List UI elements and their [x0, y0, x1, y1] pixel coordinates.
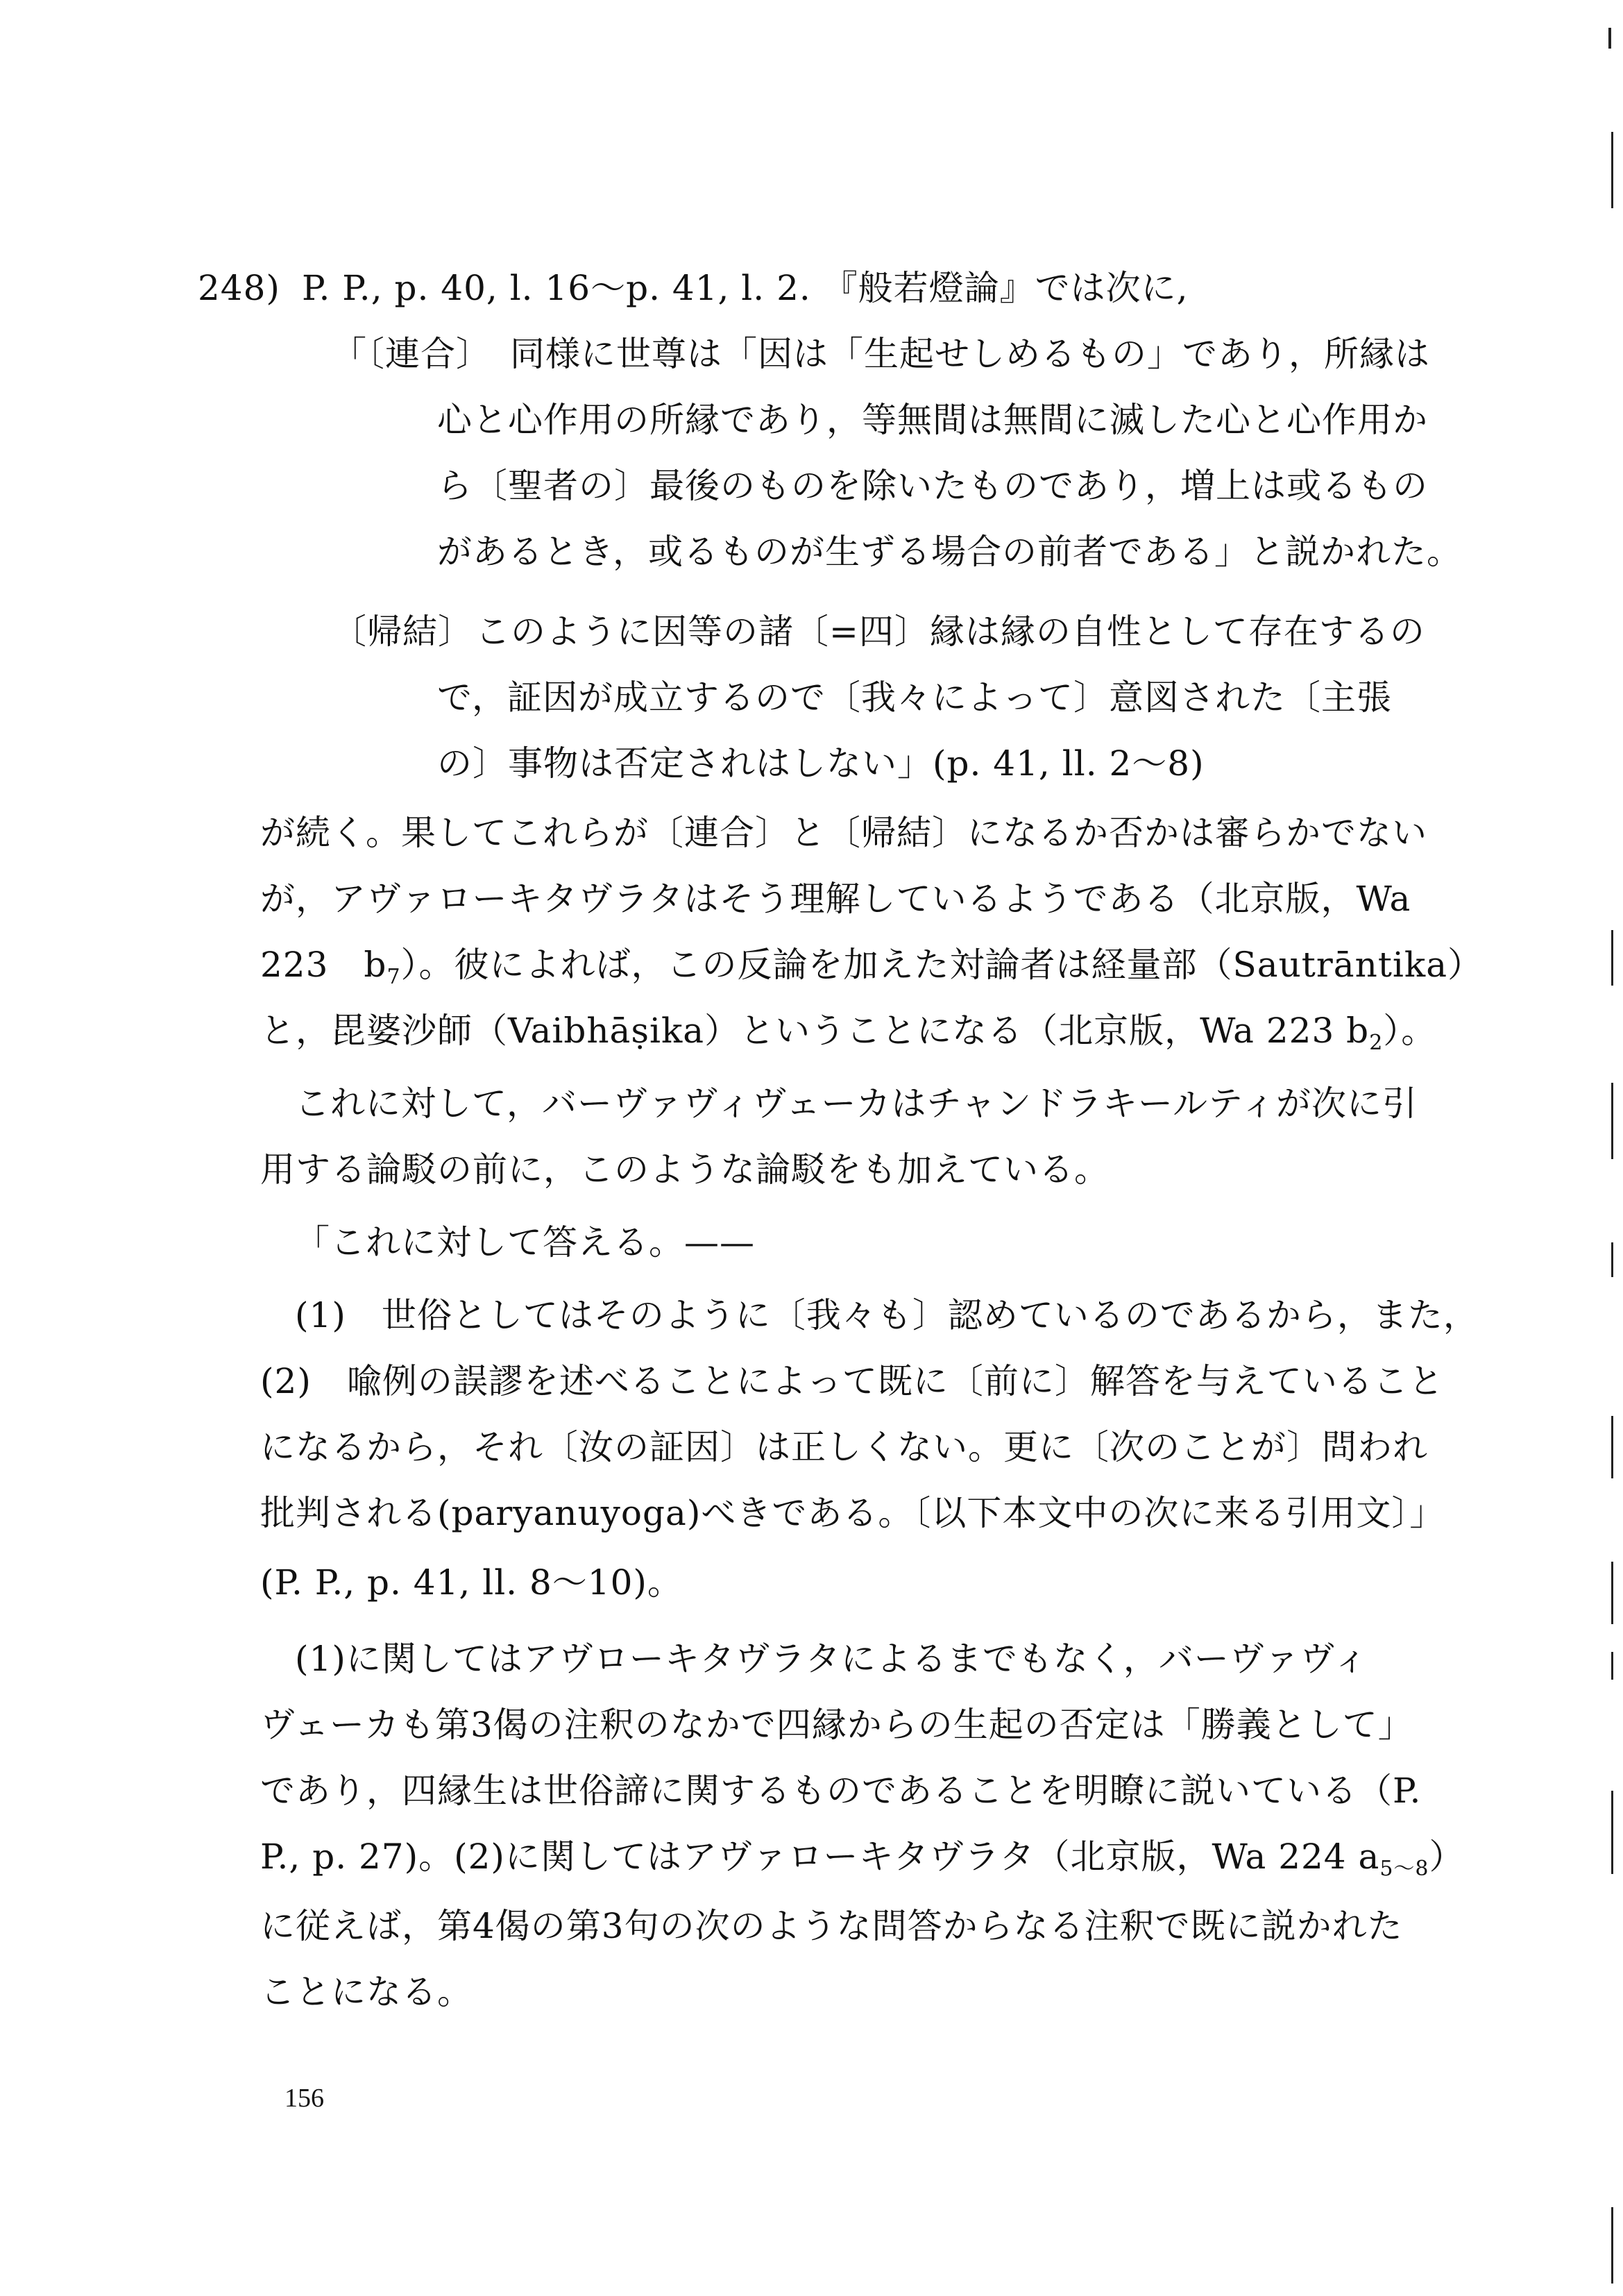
body-line-13: (1)に関してはアヴローキタヴラタによるまでもなく，バーヴァヴィ — [295, 1639, 1369, 1679]
union-line-2: 心と心作用の所縁であり，等無間は無間に滅した心と心作用か — [437, 400, 1428, 440]
scan-edge-mark — [1611, 1562, 1613, 1624]
scan-edge-mark — [1611, 1791, 1613, 1874]
body-line-5: これに対して，バーヴァヴィヴェーカはチャンドラキールティが次に引 — [295, 1083, 1418, 1124]
body-line-3-tail: ）。彼によれば，この反論を加えた対論者は経量部（Sautrāntika） — [400, 945, 1484, 985]
union-line-4: があるとき，或るものが生ずる場合の前者である」と説かれた。 — [437, 532, 1462, 572]
scan-edge-mark — [1611, 1242, 1613, 1277]
scan-edge-mark — [1611, 132, 1613, 208]
body-line-2: が，アヴァローキタヴラタはそう理解しているようである（北京版，Wa — [260, 879, 1411, 919]
body-line-1: が続く。果してこれらが〔連合〕と〔帰結〕になるか否かは審らかでない — [260, 813, 1427, 853]
scan-edge-mark — [1611, 1083, 1613, 1159]
body-line-9: (2) 喩例の誤謬を述べることによって既に〔前に〕解答を与えていること — [260, 1361, 1444, 1401]
body-line-3 — [260, 944, 1483, 998]
body-line-10: になるから，それ〔汝の証因〕は正しくない。更に〔次のことが〕問われ — [260, 1427, 1428, 1467]
union-line-3: ら〔聖者の〕最後のものを除いたものであり，増上は或るもの — [437, 466, 1428, 506]
union-line-1: 同様に世尊は「因は「生起せしめるもの」であり，所縁は — [510, 334, 1430, 374]
body-line-16-tail: ） — [1429, 1837, 1465, 1877]
conclusion-line-2: で，証因が成立するので〔我々によって〕意図された〔主張 — [437, 677, 1392, 718]
body-line-15: であり，四縁生は世俗諦に関するものであることを明瞭に説いている（P. — [260, 1771, 1422, 1811]
scan-edge-mark — [1611, 1652, 1613, 1680]
body-line-18: ことになる。 — [260, 1972, 473, 2012]
scan-edge-mark — [1608, 28, 1611, 49]
body-line-4 — [260, 1010, 1436, 1064]
union-label: 「〔連合〕 — [332, 334, 491, 374]
body-line-16 — [260, 1836, 1465, 1890]
body-line-12: (P. P., p. 41, ll. 8〜10)。 — [260, 1562, 683, 1603]
body-line-3-head: 223 b — [260, 945, 387, 985]
body-line-8: (1) 世俗としてはそのように〔我々も〕認めているのであるから，また， — [295, 1295, 1479, 1335]
body-line-4-tail: ）。 — [1383, 1011, 1437, 1051]
scan-edge-mark — [1611, 1416, 1613, 1478]
conclusion-line-1: このように因等の諸〔=四〕縁は縁の自性として存在するの — [475, 611, 1425, 652]
conclusion-label: 〔帰結〕 — [332, 611, 473, 652]
scan-edge-mark — [1611, 930, 1613, 986]
body-line-6: 用する論駁の前に，このような論駁をも加えている。 — [260, 1149, 1110, 1190]
body-line-7: 「これに対して答える。—— — [295, 1222, 755, 1263]
page-number: 156 — [284, 2084, 324, 2113]
subscript-5-8: 5〜8 — [1379, 1857, 1429, 1881]
body-line-4-head: と，毘婆沙師（Vaibhāṣika）ということになる（北京版，Wa 223 b — [260, 1011, 1370, 1051]
scan-edge-mark — [1611, 2207, 1613, 2284]
conclusion-line-3: の〕事物は否定されはしない」(p. 41, ll. 2〜8) — [437, 743, 1205, 784]
body-line-14: ヴェーカも第3偈の注釈のなかで四縁からの生起の否定は「勝義として」 — [260, 1705, 1413, 1745]
subscript-7: 7 — [386, 965, 401, 989]
subscript-2: 2 — [1369, 1031, 1384, 1055]
body-line-17: に従えば，第4偈の第3句の次のような問答からなる注釈で既に説かれた — [260, 1906, 1403, 1946]
note-intro: P. P., p. 40, l. 16〜p. 41, l. 2. 『般若燈論』では次に, — [302, 268, 1189, 308]
note-number: 248) — [198, 268, 280, 308]
body-line-11: 批判される(paryanuyoga)べきである。〔以下本文中の次に来る引用文〕」 — [260, 1493, 1445, 1533]
body-line-16-head: P., p. 27)。(2)に関してはアヴァローキタヴラタ（北京版，Wa 224 a — [260, 1837, 1380, 1877]
